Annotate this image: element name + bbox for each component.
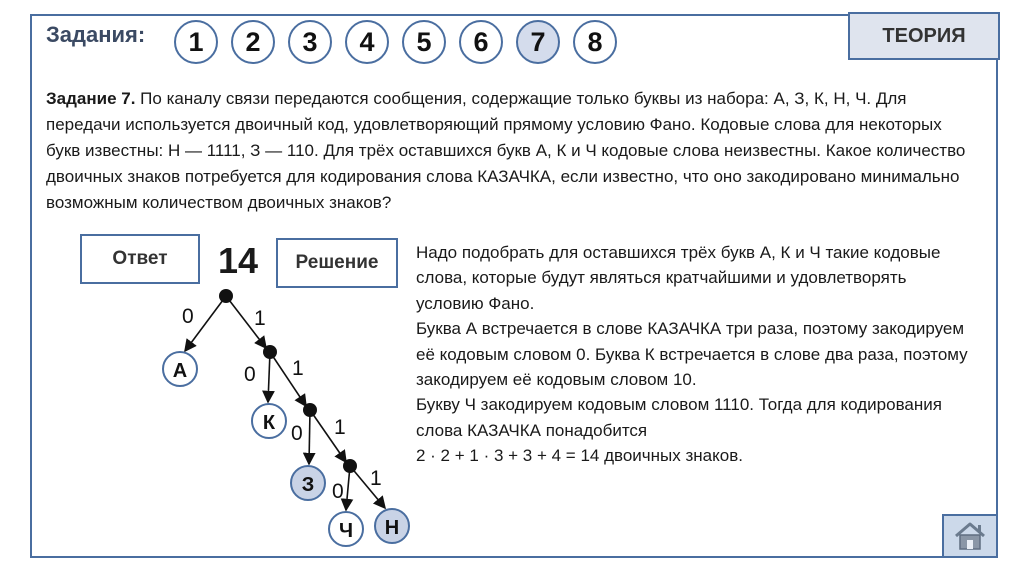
theory-button[interactable]: ТЕОРИЯ <box>848 12 1000 60</box>
task-button-6[interactable]: 6 <box>459 20 503 64</box>
solution-paragraph: Букву Ч закодируем кодовым словом 1110. Тогда для кодирования слова КАЗАЧКА понадобится <box>416 395 942 440</box>
leaf-label-k: К <box>262 412 276 434</box>
home-icon <box>952 520 988 552</box>
edge-label: 0 <box>244 363 256 386</box>
tree-edge <box>268 352 270 402</box>
leaf-label-z: З <box>301 474 315 496</box>
leaf-label-a: А <box>172 360 188 382</box>
tasks-label: Задания: <box>46 22 146 47</box>
task-body: По каналу связи передаются сообщения, содержащие только буквы из набора: А, З, К, Н, Ч. Для передачи используется двоичный код, удовлетворяющий прямому условию Фано. Кодовые слова для некоторых букв известны: Н — 1111, З — 110. Для трёх оставшихся букв А, К и Ч кодовые слова неизвестны. Какое количество двоичных знаков потребуется для кодирования слова КАЗАЧКА, если известно, что оно закодировано минимально возможным количеством двоичных знаков? <box>46 89 966 212</box>
task-button-4[interactable]: 4 <box>345 20 389 64</box>
answer-value: 14 <box>218 240 259 281</box>
tree-node <box>303 403 317 417</box>
answer-button[interactable]: Ответ <box>80 234 200 284</box>
edge-label: 0 <box>332 480 344 503</box>
home-button[interactable] <box>942 514 998 558</box>
task-title: Задание 7. <box>46 89 136 108</box>
tree-node <box>263 345 277 359</box>
edge-label: 1 <box>292 357 304 380</box>
task-button-3[interactable]: 3 <box>288 20 332 64</box>
task-button-5[interactable]: 5 <box>402 20 446 64</box>
task-button-2[interactable]: 2 <box>231 20 275 64</box>
edge-label: 1 <box>254 307 266 330</box>
leaf-label-ch: Ч <box>338 520 354 542</box>
solution-button[interactable]: Решение <box>276 238 398 288</box>
edge-label: 0 <box>182 305 194 328</box>
task-button-7[interactable]: 7 <box>516 20 560 64</box>
tree-node <box>219 289 233 303</box>
solution-paragraph: Буква А встречается в слове КАЗАЧКА три раза, поэтому закодируем её кодовым словом 0. Буква К встречается в слове два раза, поэтому закодируем её кодовым словом 10. <box>416 319 968 390</box>
tree-node <box>343 459 357 473</box>
solution-paragraph: Надо подобрать для оставшихся трёх букв А, К и Ч такие кодовые слова, которые будут являться кратчайшими и удовлетворять условию Фано. <box>416 243 941 313</box>
edge-label: 0 <box>291 422 303 445</box>
leaf-label-n: Н <box>384 517 400 539</box>
task-button-1[interactable]: 1 <box>174 20 218 64</box>
edge-label: 1 <box>370 467 382 490</box>
solution-paragraph: 2 · 2 + 1 · 3 + 3 + 4 = 14 двоичных знаков. <box>416 446 743 466</box>
edge-label: 1 <box>334 416 346 439</box>
task-button-8[interactable]: 8 <box>573 20 617 64</box>
tree-edge <box>309 410 310 464</box>
